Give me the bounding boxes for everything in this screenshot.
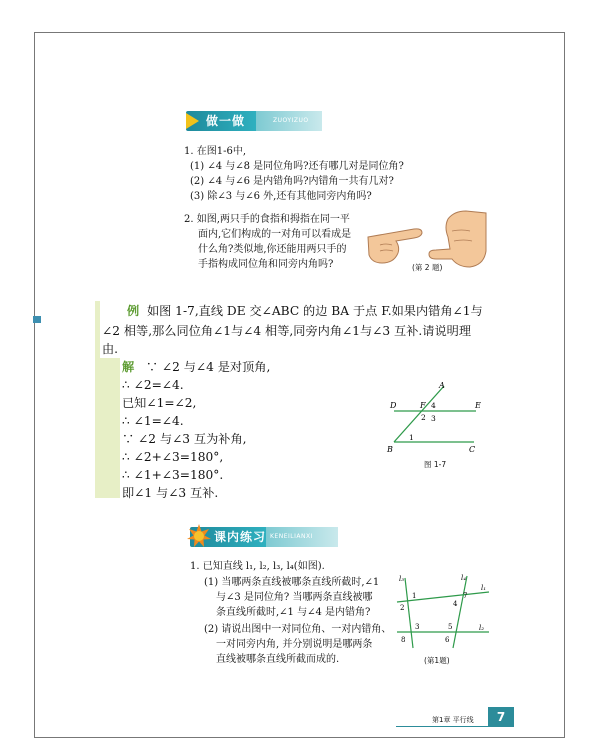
- label-B: B: [387, 445, 393, 454]
- label-A: A: [439, 381, 445, 390]
- q2-line3: 什么角?类似地,你还能用两只手的: [198, 244, 347, 255]
- q2-caption: (第 2 题): [412, 263, 443, 272]
- angle-2: 2: [421, 413, 426, 422]
- q1-part1: (1) ∠4 与∠8 是同位角吗?还有哪几对是同位角?: [190, 161, 404, 172]
- solution-label: 解: [122, 360, 135, 374]
- angle-3: 3: [431, 414, 436, 423]
- section-title: 课内练习: [214, 530, 267, 544]
- label-D: D: [390, 401, 397, 410]
- label-F: F: [420, 401, 426, 410]
- section-header-zuoyizuo: [186, 111, 322, 131]
- label-l2: l₂: [479, 624, 485, 632]
- solution-line8: 即∠1 与∠3 互补.: [122, 486, 219, 500]
- section-header-practice: [190, 527, 338, 547]
- exercise-part2-line1: (2) 请说出图中一对同位角、一对内错角、: [204, 624, 392, 635]
- figure-1-7-caption: 图 1-7: [424, 460, 447, 469]
- example-line1: [127, 302, 483, 321]
- solution-line2: ∴ ∠2=∠4.: [122, 378, 184, 392]
- example-text1: 如图 1-7,直线 DE 交∠ABC 的边 BA 于点 F.如果内错角∠1与: [146, 304, 483, 318]
- angle-6: 6: [445, 636, 450, 644]
- angle-4: 4: [453, 600, 458, 608]
- exercise-part1-line1: (1) 当哪两条直线被哪条直线所截时,∠1: [204, 577, 380, 588]
- example-line2: ∠2 相等,那么同位角∠1与∠4 相等,同旁内角∠1与∠3 互补.请说明理: [102, 324, 472, 338]
- q2-line1: 2. 如图,两只手的食指和拇指在同一平: [184, 214, 350, 225]
- q2-line2: 面内,它们构成的一对角可以看成是: [198, 229, 352, 240]
- exercise-part2-line2: 一对同旁内角, 并分别说明是哪两条: [216, 639, 373, 650]
- section-title: 做一做: [206, 114, 246, 128]
- q1-part3: (3) 除∠3 与∠6 外,还有其他同旁内角吗?: [190, 191, 372, 202]
- page-number: 7: [488, 707, 514, 727]
- angle-4: 4: [431, 401, 436, 410]
- q2-line4: 手指构成同位角和同旁内角吗?: [198, 259, 334, 270]
- label-l4: l₄: [461, 574, 467, 582]
- exercise-part1-line3: 条直线所截时,∠1 与∠4 是内错角?: [216, 607, 371, 618]
- label-l1: l₁: [481, 584, 487, 592]
- example-line3: 由.: [102, 342, 119, 356]
- label-C: C: [469, 445, 476, 454]
- label-E: E: [475, 401, 481, 410]
- angle-7: 7: [463, 592, 468, 600]
- solution-line1: [122, 358, 270, 377]
- footer-rule: [396, 726, 514, 727]
- exercise-figure: [393, 572, 497, 652]
- angle-3: 3: [415, 623, 420, 631]
- triangle-icon: [186, 113, 199, 129]
- angle-2: 2: [400, 604, 405, 612]
- angle-1: 1: [409, 433, 414, 442]
- example-label: 例: [127, 304, 140, 318]
- angle-5: 5: [448, 623, 453, 631]
- solution-highlight-bar: [100, 358, 120, 498]
- angle-8: 8: [401, 636, 406, 644]
- sun-icon: [186, 523, 212, 549]
- label-l3: l₃: [399, 575, 405, 583]
- solution-line5: ∵ ∠2 与∠3 互为补角,: [122, 432, 247, 446]
- solution-line3: 已知∠1=∠2,: [122, 396, 197, 410]
- exercise-intro: 1. 已知直线 l₁, l₂, l₃, l₄(如图).: [190, 561, 325, 572]
- figure-1-7: [384, 376, 496, 458]
- chapter-label: 第1章 平行线: [432, 716, 474, 724]
- exercise-part2-line3: 直线被哪条直线所截而成的.: [216, 654, 340, 665]
- solution-line4: ∴ ∠1=∠4.: [122, 414, 184, 428]
- edge-marker: [33, 316, 41, 323]
- section-subtitle: ZUOYIZUO: [273, 117, 309, 124]
- section-subtitle: KENEILIANXI: [270, 533, 313, 540]
- solution-line6: ∴ ∠2+∠3=180°,: [122, 450, 224, 464]
- solution-line7: ∴ ∠1+∠3=180°.: [122, 468, 224, 482]
- q1-intro: 1. 在图1-6中,: [184, 146, 247, 157]
- angle-1: 1: [412, 592, 417, 600]
- solution-text1: ∵ ∠2 与∠4 是对顶角,: [145, 360, 271, 374]
- exercise-caption: (第1题): [424, 656, 450, 665]
- exercise-part1-line2: 与∠3 是同位角? 当哪两条直线被哪: [216, 592, 373, 603]
- q1-part2: (2) ∠4 与∠6 是内错角吗?内错角一共有几对?: [190, 176, 394, 187]
